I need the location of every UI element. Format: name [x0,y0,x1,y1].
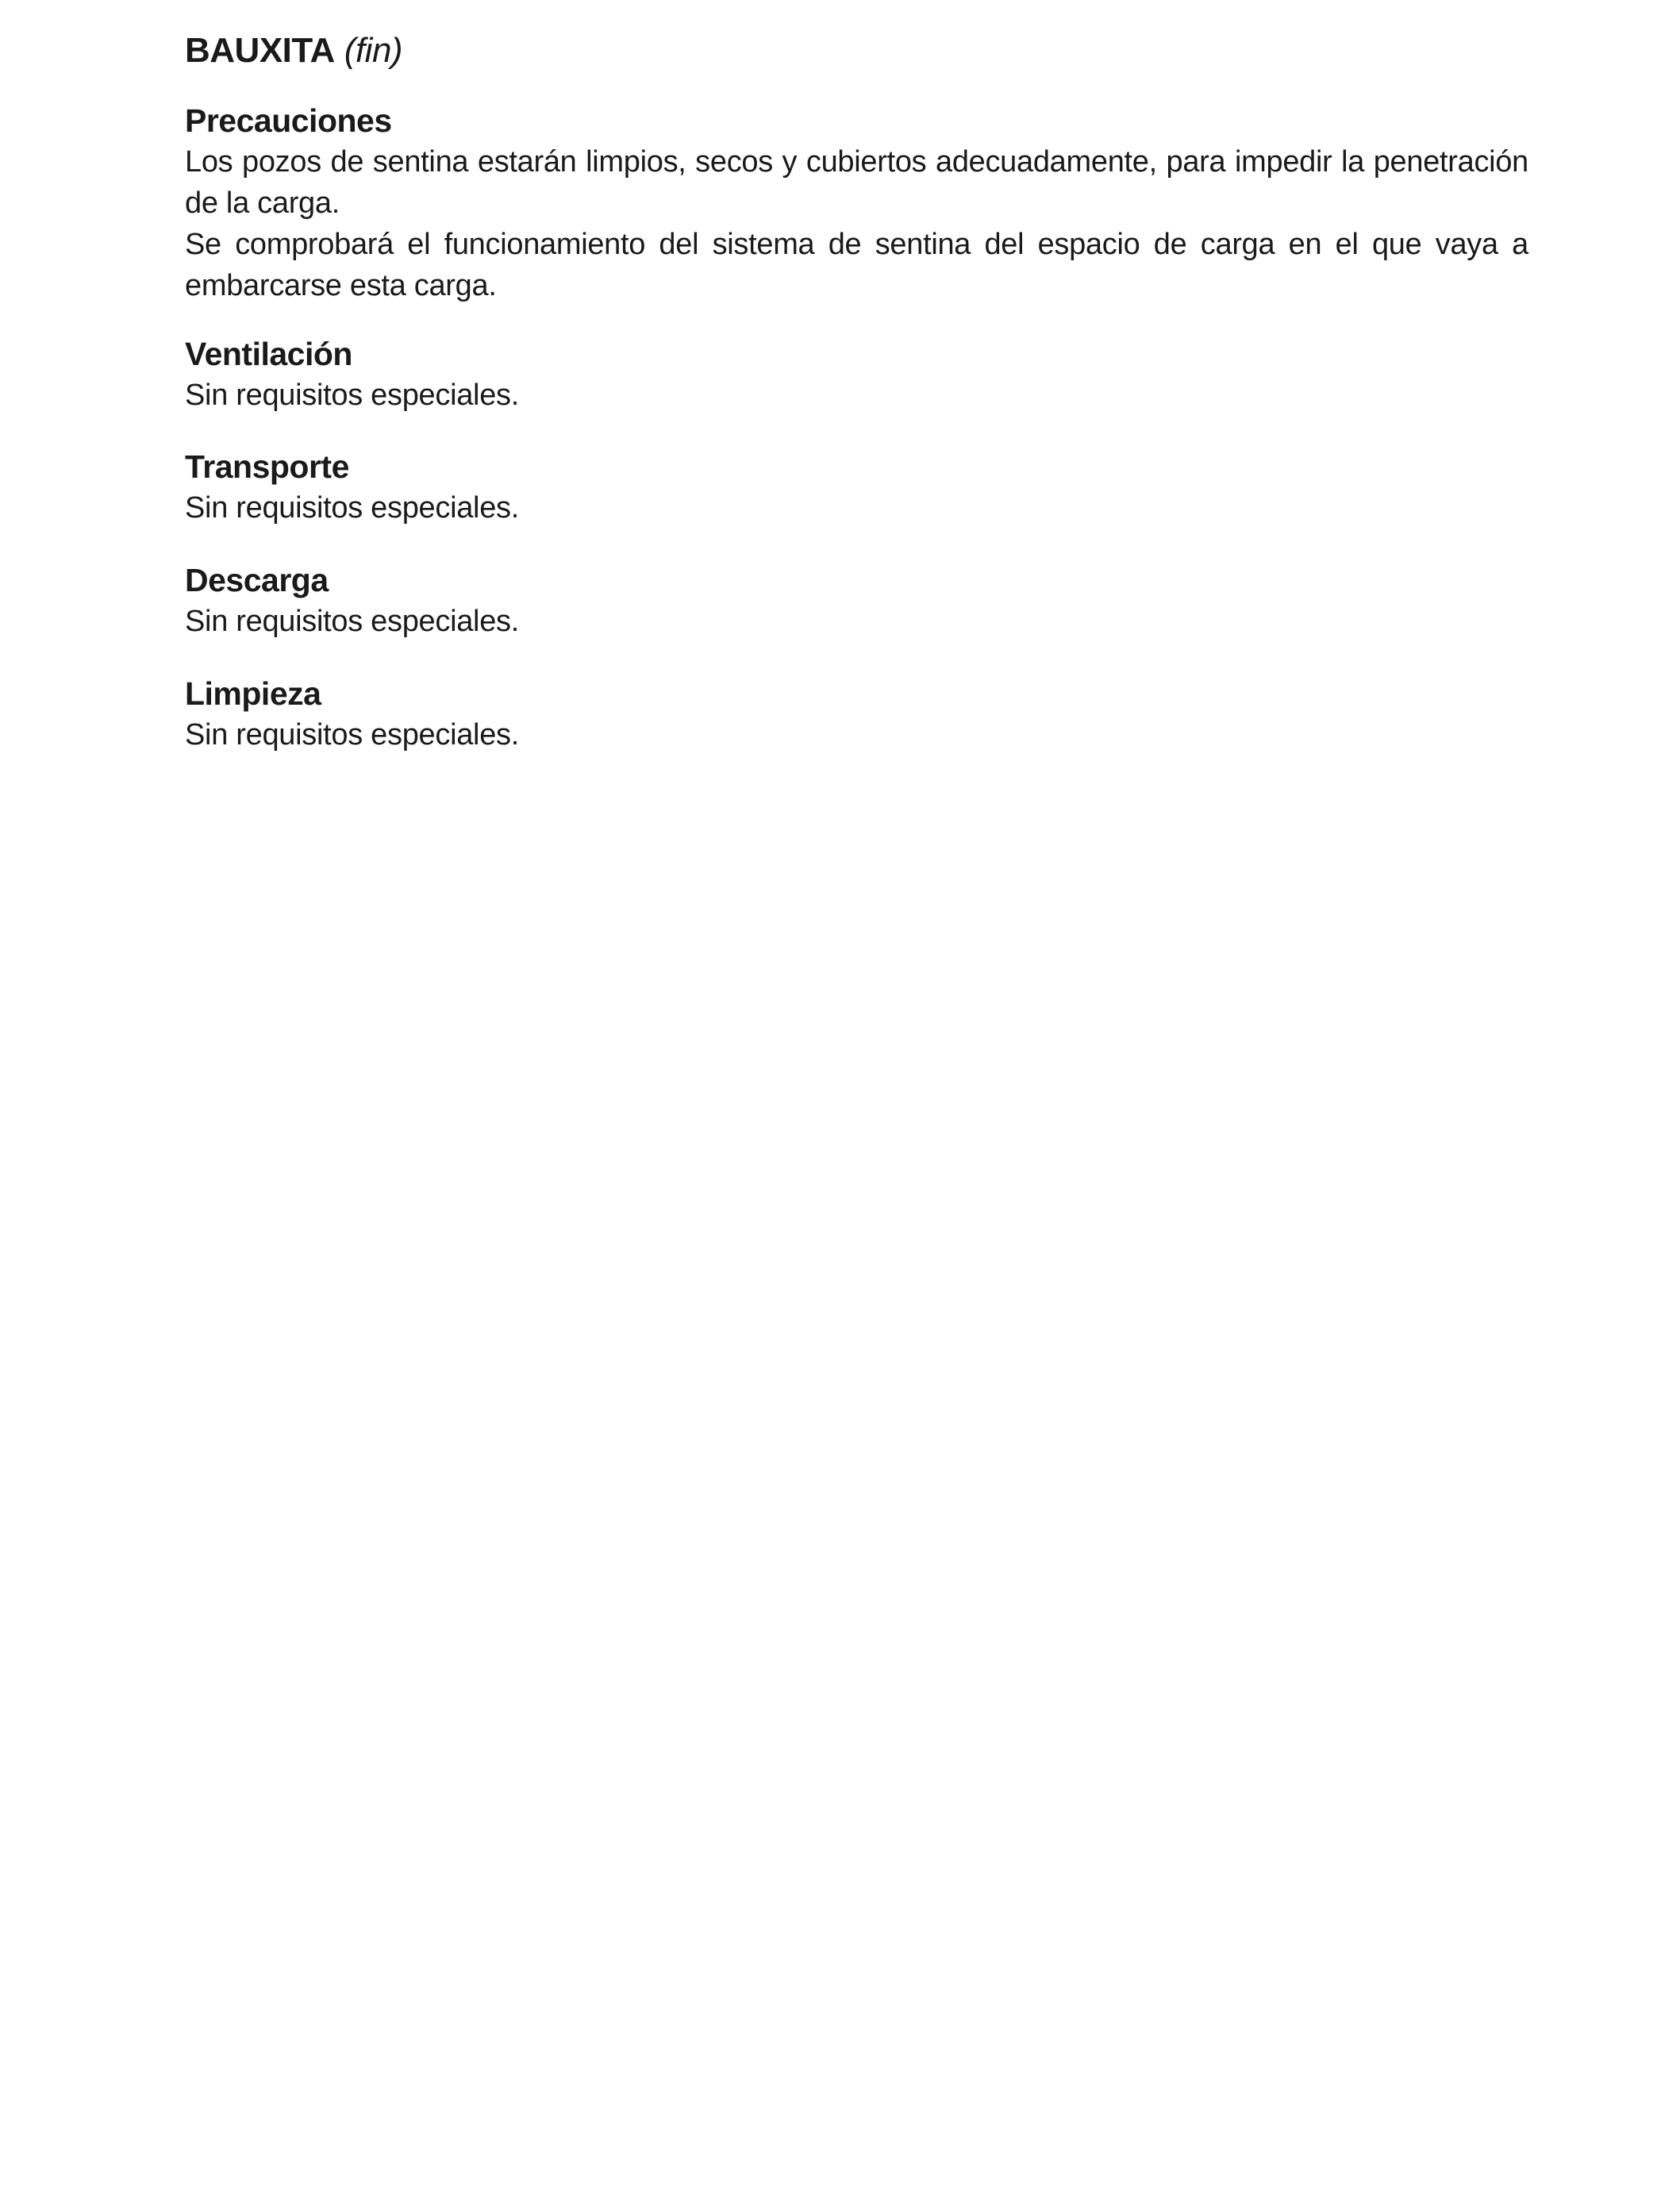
section-descarga [185,559,1528,642]
section-transporte [185,446,1528,529]
section-heading: Precauciones [185,102,392,139]
section-paragraph: Se comprobará el funcionamiento del sistema de sentina del espacio de carga en el que vaya a embarcarse esta carga. [185,228,1528,302]
section-heading: Limpieza [185,675,321,712]
section-paragraph: Sin requisitos especiales. [185,491,519,525]
title-suffix: (fin) [344,31,403,70]
section-heading: Descarga [185,562,329,598]
title-text: BAUXITA [185,31,335,70]
section-ventilacion [185,333,1528,416]
document-title [185,29,402,73]
section-heading: Ventilación [185,336,352,372]
section-precauciones [185,100,1528,306]
section-heading: Transporte [185,448,349,485]
section-paragraph: Sin requisitos especiales. [185,605,519,638]
section-limpieza [185,673,1528,755]
section-paragraph: Sin requisitos especiales. [185,379,519,412]
section-paragraph: Los pozos de sentina estarán limpios, secos y cubiertos adecuadamente, para impedir la penetración de la carga. [185,145,1528,220]
section-paragraph: Sin requisitos especiales. [185,718,519,752]
